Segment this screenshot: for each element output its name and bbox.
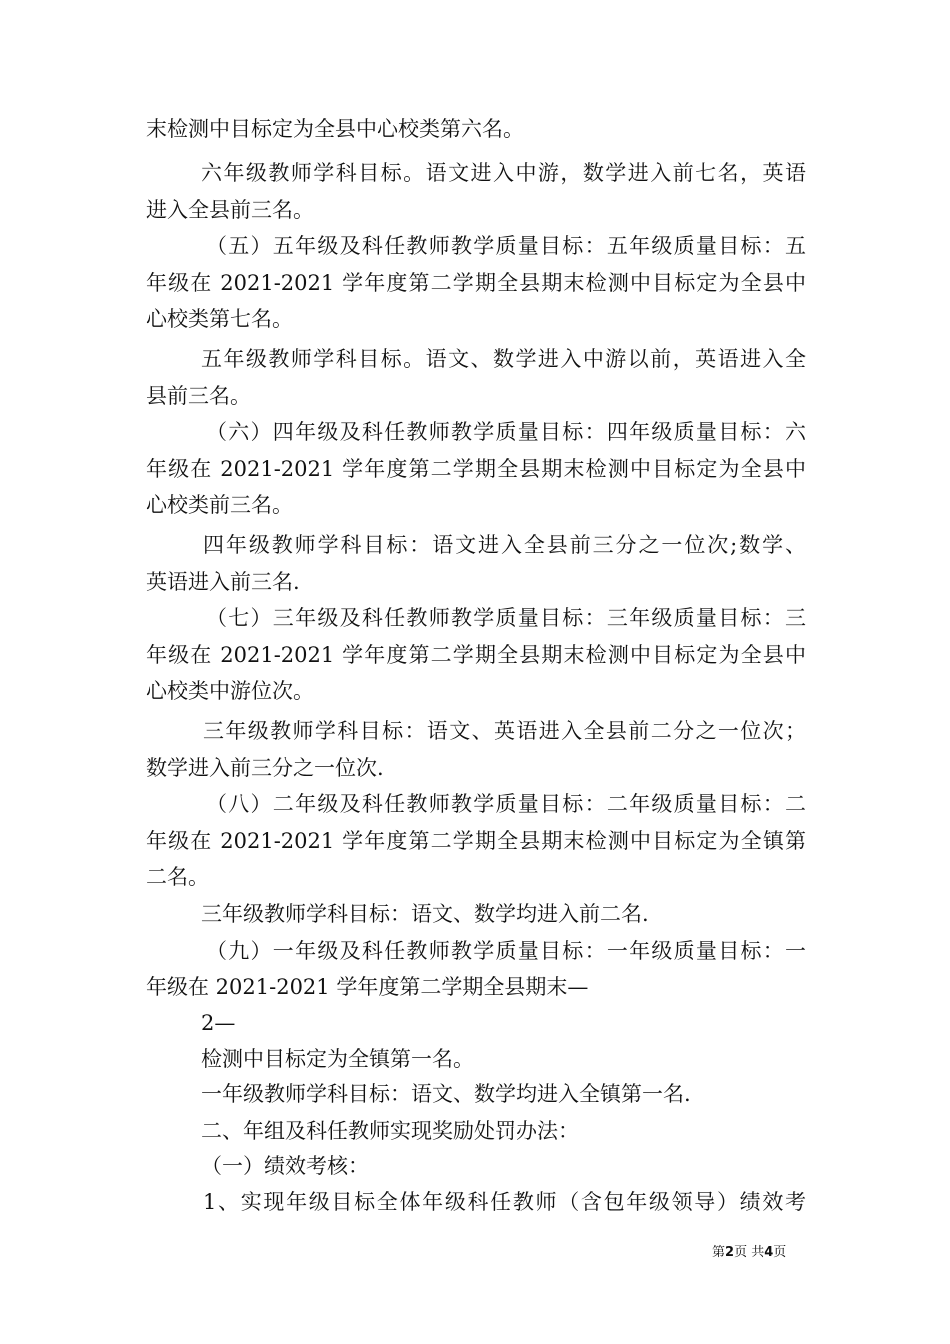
text-line: 四年级教师学科目标：语文进入全县前三分之一位次;数学、	[203, 533, 806, 557]
text-line: 末检测中目标定为全县中心校类第六名。	[146, 117, 524, 141]
page-marker: 2—	[201, 1011, 236, 1035]
subsection-heading: （一）绩效考核：	[201, 1154, 369, 1178]
text-line: 年级在 2021-2021 学年度第二学期全县期末检测中目标定为全县中	[146, 271, 806, 295]
text-line: 1、实现年级目标全体年级科任教师（含包年级领导）绩效考	[203, 1190, 806, 1214]
footer-suffix: 页	[773, 1245, 787, 1260]
text-line: （九）一年级及科任教师教学质量目标：一年级质量目标：一	[206, 939, 806, 963]
text-line: 年级在 2021-2021 学年度第二学期全县期末检测中目标定为全镇第	[146, 829, 806, 853]
text-line: 年级在 2021-2021 学年度第二学期全县期末检测中目标定为全县中	[146, 643, 806, 667]
text-line: 数学进入前三分之一位次.	[146, 756, 384, 780]
text-line: 县前三名。	[146, 384, 251, 408]
text-line: （五）五年级及科任教师教学质量目标：五年级质量目标：五	[206, 234, 806, 258]
text-line: （八）二年级及科任教师教学质量目标：二年级质量目标：二	[206, 792, 806, 816]
text-line: 年级在 2021-2021 学年度第二学期全县期末检测中目标定为全县中	[146, 457, 806, 481]
text-line: 六年级教师学科目标。语文进入中游，数学进入前七名，英语	[201, 161, 806, 185]
text-line: 五年级教师学科目标。语文、数学进入中游以前，英语进入全	[201, 347, 806, 371]
text-line: 一年级教师学科目标：语文、数学均进入全镇第一名.	[201, 1082, 691, 1106]
page-number-footer	[712, 1244, 786, 1262]
footer-prefix: 第	[712, 1245, 726, 1260]
text-line: 英语进入前三名.	[146, 570, 300, 594]
text-line: （七）三年级及科任教师教学质量目标：三年级质量目标：三	[206, 606, 806, 630]
text-line: 检测中目标定为全镇第一名。	[201, 1047, 474, 1071]
text-line: 二名。	[146, 865, 209, 889]
current-page-number: 2	[725, 1245, 735, 1260]
text-line: 心校类前三名。	[146, 493, 293, 517]
text-line: 三年级教师学科目标：语文、英语进入全县前二分之一位次；	[203, 719, 806, 743]
total-page-number: 4	[764, 1245, 774, 1260]
text-line: 三年级教师学科目标：语文、数学均进入前二名.	[201, 902, 649, 926]
text-line: 进入全县前三名。	[146, 198, 314, 222]
text-line: 心校类第七名。	[146, 307, 293, 331]
section-heading: 二、年组及科任教师实现奖励处罚办法：	[201, 1119, 579, 1143]
text-line: 心校类中游位次。	[146, 679, 314, 703]
text-line: （六）四年级及科任教师教学质量目标：四年级质量目标：六	[206, 420, 806, 444]
text-line: 年级在 2021-2021 学年度第二学期全县期末—	[146, 975, 589, 999]
footer-middle: 页 共	[734, 1245, 765, 1260]
